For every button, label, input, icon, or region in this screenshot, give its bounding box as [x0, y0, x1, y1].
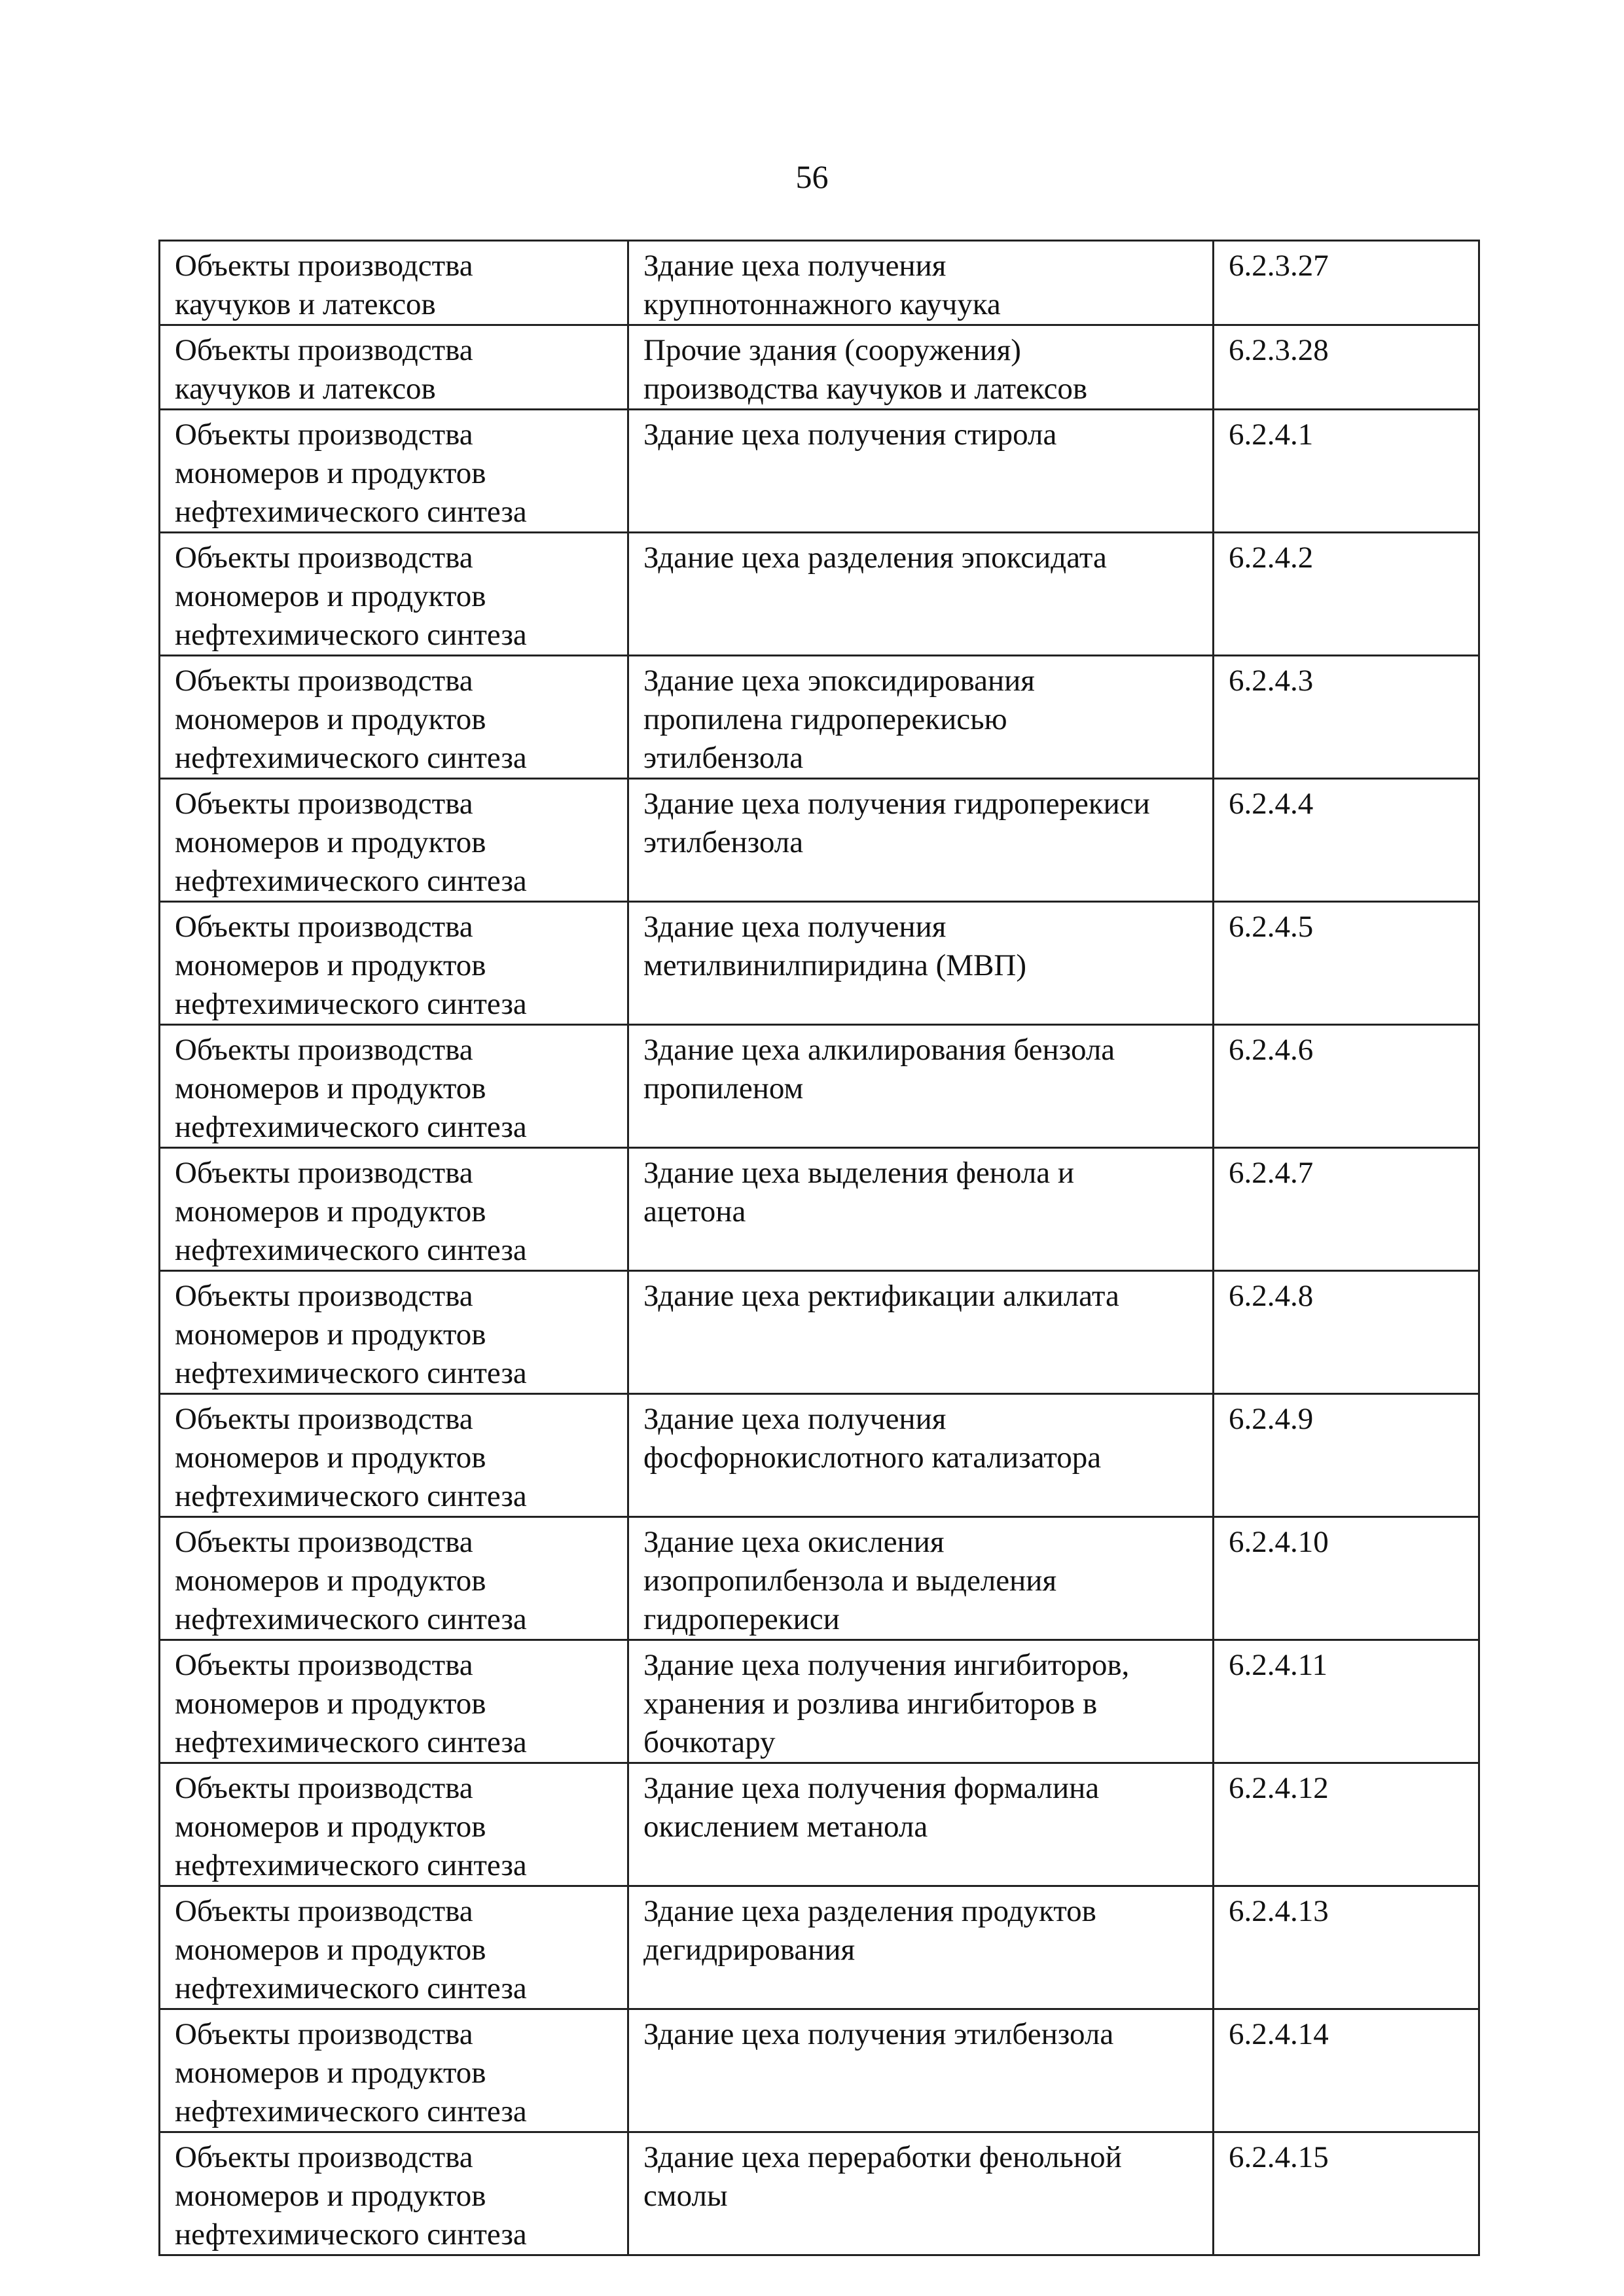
table-row — [160, 325, 1479, 410]
table-row — [160, 1763, 1479, 1886]
object-cell: Объекты производства мономеров и продуктов нефтехимического синтеза — [160, 902, 628, 1025]
object-cell: Объекты производства мономеров и продуктов нефтехимического синтеза — [160, 2009, 628, 2132]
table-row — [160, 656, 1479, 779]
code-cell: 6.2.4.6 — [1214, 1025, 1479, 1148]
object-cell: Объекты производства мономеров и продуктов нефтехимического синтеза — [160, 1394, 628, 1517]
table-row — [160, 1640, 1479, 1763]
table-row — [160, 902, 1479, 1025]
object-cell: Объекты производства мономеров и продуктов нефтехимического синтеза — [160, 779, 628, 902]
code-cell: 6.2.4.7 — [1214, 1148, 1479, 1271]
code-cell: 6.2.4.2 — [1214, 533, 1479, 656]
object-cell: Объекты производства мономеров и продуктов нефтехимического синтеза — [160, 1886, 628, 2009]
object-cell: Объекты производства мономеров и продуктов нефтехимического синтеза — [160, 533, 628, 656]
object-cell: Объекты производства мономеров и продуктов нефтехимического синтеза — [160, 1517, 628, 1640]
building-cell: Здание цеха алкилирования бензола пропиленом — [628, 1025, 1214, 1148]
object-cell: Объекты производства мономеров и продуктов нефтехимического синтеза — [160, 1025, 628, 1148]
building-cell: Здание цеха получения формалина окислением метанола — [628, 1763, 1214, 1886]
building-cell: Здание цеха выделения фенола и ацетона — [628, 1148, 1214, 1271]
building-cell: Здание цеха окисления изопропилбензола и выделения гидроперекиси — [628, 1517, 1214, 1640]
objects-table — [158, 240, 1480, 2256]
building-cell: Здание цеха получения крупнотоннажного каучука — [628, 241, 1214, 325]
table-row — [160, 1271, 1479, 1394]
table-row — [160, 410, 1479, 533]
building-cell: Здание цеха получения гидроперекиси этилбензола — [628, 779, 1214, 902]
table-row — [160, 1517, 1479, 1640]
building-cell: Здание цеха получения метилвинилпиридина (МВП) — [628, 902, 1214, 1025]
table-row — [160, 1025, 1479, 1148]
code-cell: 6.2.4.15 — [1214, 2132, 1479, 2255]
building-cell: Здание цеха ректификации алкилата — [628, 1271, 1214, 1394]
object-cell: Объекты производства мономеров и продуктов нефтехимического синтеза — [160, 1640, 628, 1763]
code-cell: 6.2.4.1 — [1214, 410, 1479, 533]
table-row — [160, 241, 1479, 325]
building-cell: Здание цеха переработки фенольной смолы — [628, 2132, 1214, 2255]
code-cell: 6.2.3.27 — [1214, 241, 1479, 325]
code-cell: 6.2.4.12 — [1214, 1763, 1479, 1886]
building-cell: Здание цеха получения фосфорнокислотного катализатора — [628, 1394, 1214, 1517]
table-row — [160, 1148, 1479, 1271]
building-cell: Прочие здания (сооружения) производства каучуков и латексов — [628, 325, 1214, 410]
object-cell: Объекты производства каучуков и латексов — [160, 241, 628, 325]
table-row — [160, 2132, 1479, 2255]
object-cell: Объекты производства мономеров и продуктов нефтехимического синтеза — [160, 1763, 628, 1886]
object-cell: Объекты производства каучуков и латексов — [160, 325, 628, 410]
code-cell: 6.2.4.4 — [1214, 779, 1479, 902]
code-cell: 6.2.4.10 — [1214, 1517, 1479, 1640]
table-row — [160, 1394, 1479, 1517]
code-cell: 6.2.3.28 — [1214, 325, 1479, 410]
code-cell: 6.2.4.3 — [1214, 656, 1479, 779]
table-row — [160, 1886, 1479, 2009]
page-number: 56 — [795, 158, 829, 195]
building-cell: Здание цеха получения этилбензола — [628, 2009, 1214, 2132]
object-cell: Объекты производства мономеров и продуктов нефтехимического синтеза — [160, 1148, 628, 1271]
code-cell: 6.2.4.11 — [1214, 1640, 1479, 1763]
building-cell: Здание цеха эпоксидирования пропилена гидроперекисью этилбензола — [628, 656, 1214, 779]
object-cell: Объекты производства мономеров и продуктов нефтехимического синтеза — [160, 410, 628, 533]
code-cell: 6.2.4.8 — [1214, 1271, 1479, 1394]
object-cell: Объекты производства мономеров и продуктов нефтехимического синтеза — [160, 656, 628, 779]
table-row — [160, 779, 1479, 902]
building-cell: Здание цеха получения ингибиторов, хранения и розлива ингибиторов в бочкотару — [628, 1640, 1214, 1763]
table-row — [160, 533, 1479, 656]
object-cell: Объекты производства мономеров и продуктов нефтехимического синтеза — [160, 2132, 628, 2255]
building-cell: Здание цеха разделения эпоксидата — [628, 533, 1214, 656]
code-cell: 6.2.4.9 — [1214, 1394, 1479, 1517]
object-cell: Объекты производства мономеров и продуктов нефтехимического синтеза — [160, 1271, 628, 1394]
table-row — [160, 2009, 1479, 2132]
code-cell: 6.2.4.5 — [1214, 902, 1479, 1025]
building-cell: Здание цеха разделения продуктов дегидрирования — [628, 1886, 1214, 2009]
code-cell: 6.2.4.14 — [1214, 2009, 1479, 2132]
code-cell: 6.2.4.13 — [1214, 1886, 1479, 2009]
building-cell: Здание цеха получения стирола — [628, 410, 1214, 533]
